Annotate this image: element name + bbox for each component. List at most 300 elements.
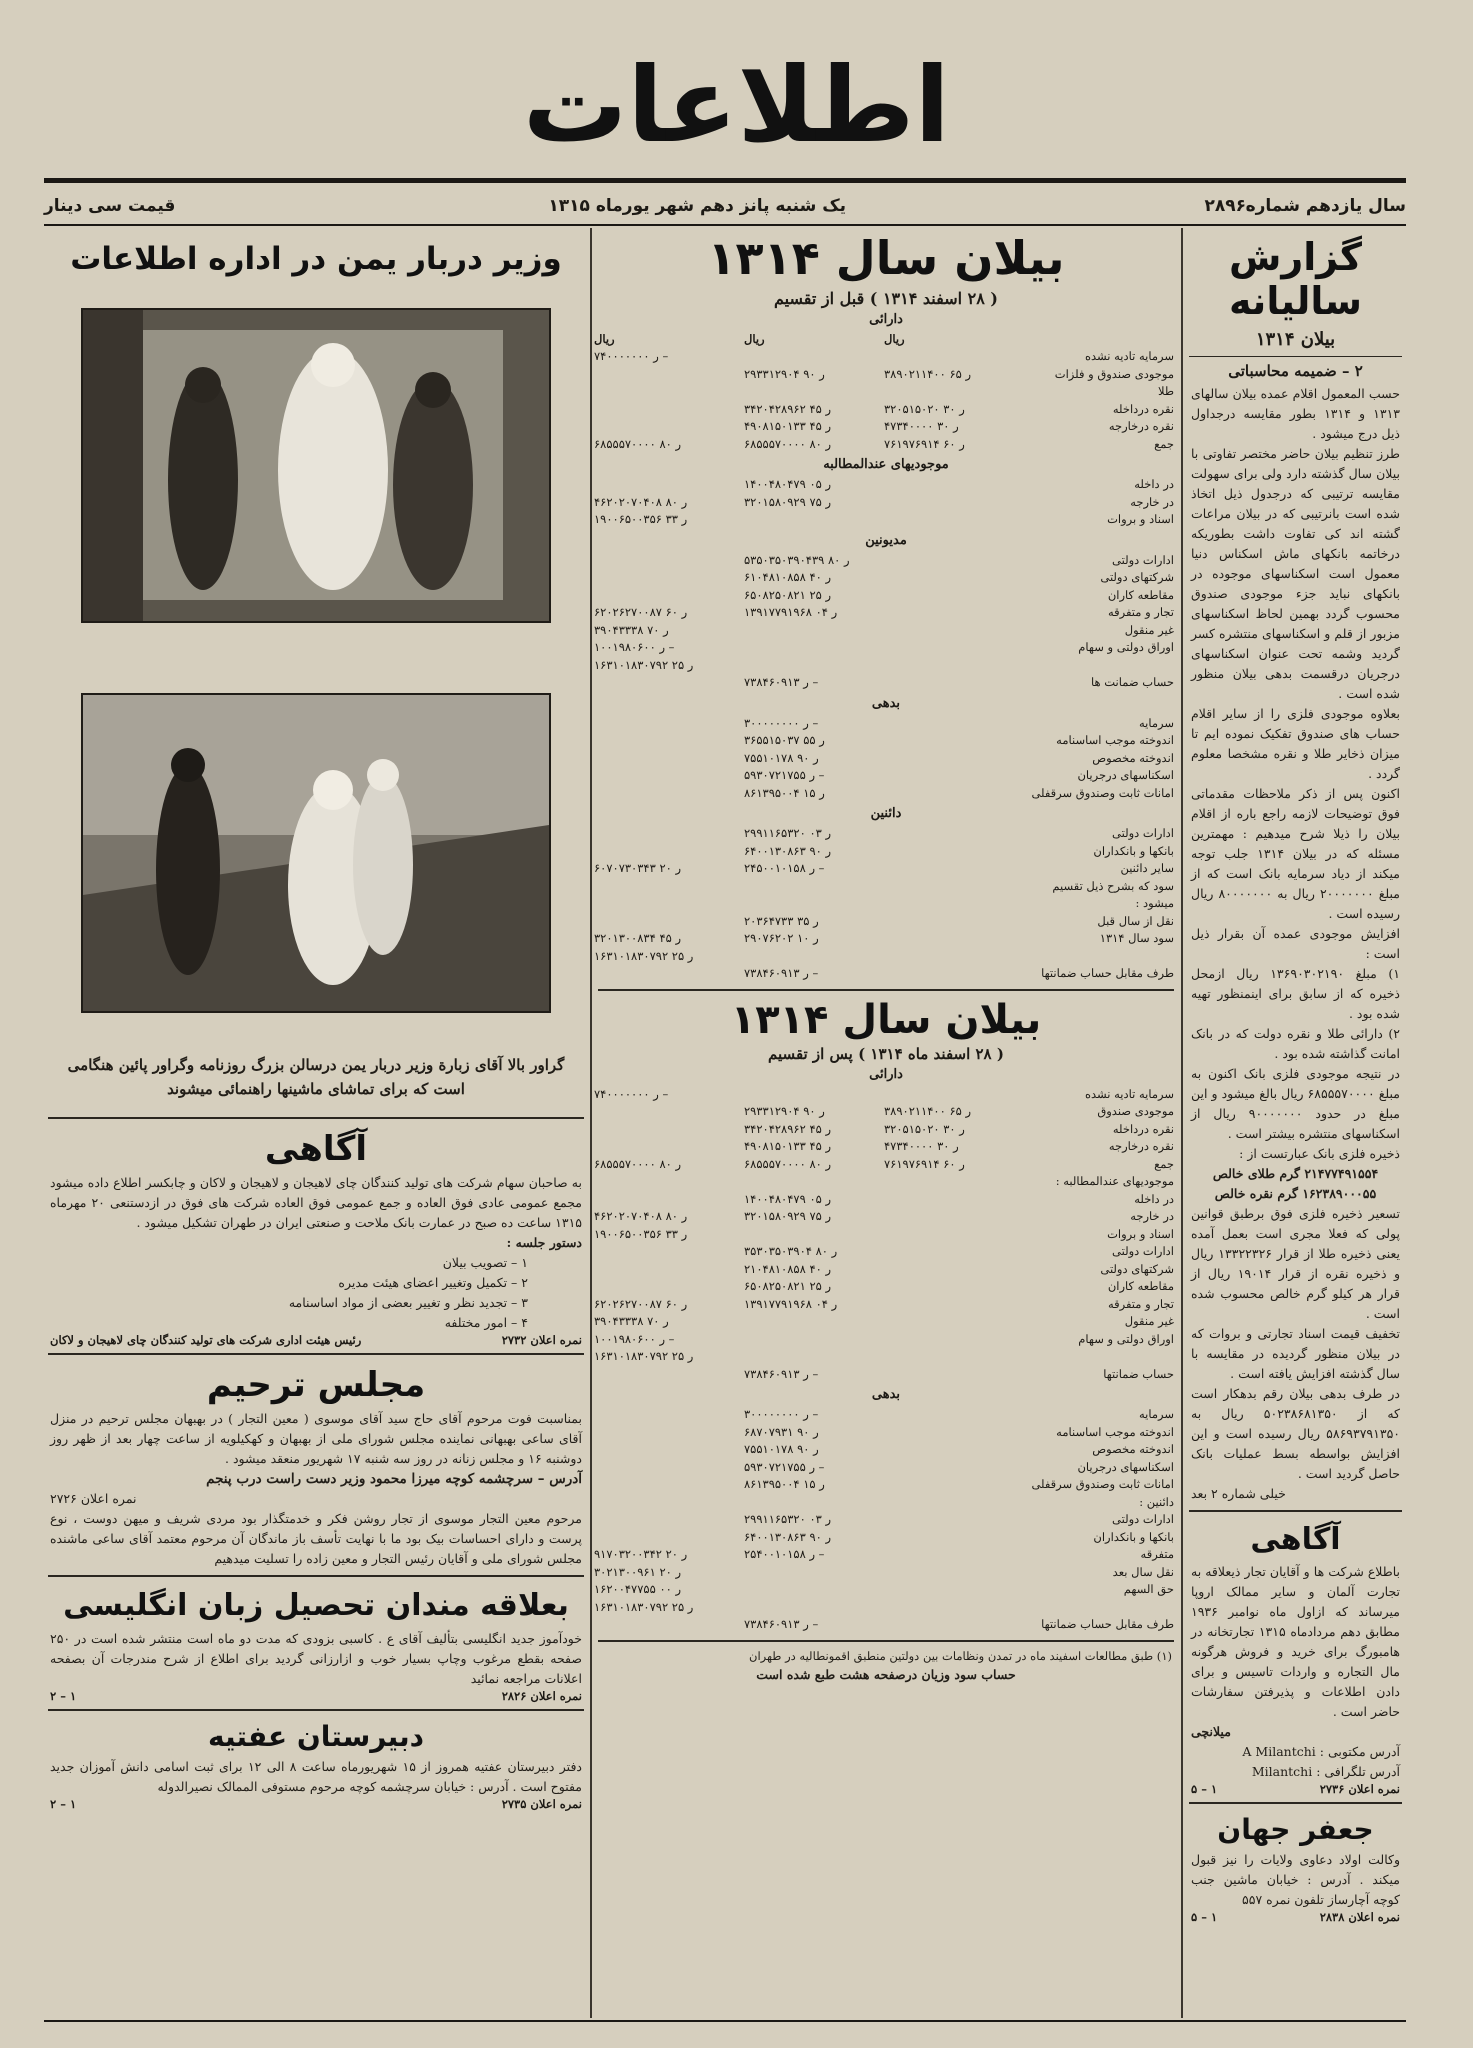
shareholders-notice-footer [44,1333,588,1347]
row-total [594,1103,744,1121]
row-total: ۱۹۰۰۶۵۰۰۳۵۶ ر ۳۳ [594,512,688,527]
row-total [594,1173,744,1191]
row-value [884,965,1024,983]
row-value [884,1243,1024,1261]
row-total [594,476,744,494]
row-value: ۳۴۲۰۴۲۸۹۶۲ ر ۴۵ [744,401,832,416]
row-total [594,1494,744,1512]
row-value [744,878,884,913]
row-total: ۱۰۰۱۹۸۰۶۰۰ ر – [594,640,675,655]
row-total [594,1476,744,1494]
row-value [884,843,1024,861]
row-total [594,1511,744,1529]
school-ad-text: دفتر دبیرستان عفتیه همروز از ۱۵ شهریورماه ساعت ۸ الی ۱۲ برای ثبت اسامی دانش آموزان جدید مفتوح است . آدرس : خیابان سرچشمه کوچه مرحوم مستوفی الممالک نصیرالدوله [50,1758,582,1794]
row-value [884,1191,1024,1209]
balance-row [594,348,1178,366]
row-value [744,1348,884,1366]
row-label: جمع [1154,436,1174,451]
row-label: اسناد و بروات [1107,1226,1174,1241]
trade-notice-signature: میلانچی [1191,1724,1231,1740]
row-value: ۳۲۰۵۱۵۰۲۰ ر ۳۰ [884,401,965,416]
row-value [884,732,1024,750]
trade-notice-address: آدرس تلگرافی : Milantchi [1251,1764,1400,1780]
balance-row [594,767,1178,785]
receivables-title: موجودیهای عندالمطالبه [823,457,949,473]
row-label: طرف مقابل حساب ضمانتها [1041,966,1174,981]
balance-row [594,436,1178,454]
row-total: ۱۰۰۱۹۸۰۶۰۰ ر – [594,1331,675,1346]
balance-row [594,1529,1178,1547]
column-header: ریال [744,331,765,346]
row-value: ۳۸۹۰۲۱۱۴۰۰ ر ۶۵ [884,366,972,381]
row-value: ۸۶۱۳۹۵۰۰۴ ر ۱۵ [744,785,825,800]
balance-row [594,1441,1178,1459]
row-total: ۶۲۰۲۶۲۷۰۰۸۷ ر ۶۰ [594,605,688,620]
row-value [884,1529,1024,1547]
row-total [594,913,744,931]
row-label: حساب ضمانت ها [1091,675,1174,690]
row-value: ۲۹۰۷۶۲۰۲ ر ۱۰ [744,931,819,946]
divider [48,1709,584,1711]
row-total [594,1366,744,1384]
row-total: ۶۸۵۵۵۷۰۰۰۰ ر ۸۰ [594,436,682,451]
row-label: نقل سال بعد [1112,1564,1174,1579]
row-label: در خارجه [1130,494,1174,509]
row-label: طلا [1157,384,1174,399]
price-label: قیمت سی دینار [44,196,176,216]
row-value [884,587,1024,605]
row-label: سایر دائنین [1120,861,1174,876]
lawyer-ad-title: جعفر جهان [1217,1813,1374,1847]
row-total: ۹۱۷۰۳۲۰۰۳۴۲ ر ۲۰ [594,1547,688,1562]
divider [1189,1802,1402,1804]
row-total [594,1138,744,1156]
row-value [744,1173,884,1191]
row-label: ادارات دولتی [1112,1244,1174,1259]
row-value: ۳۸۹۰۲۱۱۴۰۰ ر ۶۵ [884,1104,972,1119]
balance-row [594,1313,1178,1331]
balance-row [594,1226,1178,1244]
trade-notice-text: باطلاع شرکت ها و آقایان تجار ذیعلاقه به تجارت آلمان و سایر ممالک اروپا میرساند که ازاول ماه نوامبر ۱۹۳۶ مطابق دهم مردادماه ۱۳۱۵ تجارتخانه در هامبورگ برای خرید و فروش هرگونه مال التجاره و واردات تاسیس و برای دادن اطلاعات و پذیرفتن سفارشات حاضر است . [1191,1564,1401,1720]
row-label: موجودی صندوق [1097,1104,1174,1119]
row-value [884,767,1024,785]
row-label: بانکها و بانکداران [1093,1529,1174,1544]
report-paragraph: ذخیره فلزی بانک عبارتست از : [1239,1146,1400,1162]
row-label: اندوخته موجب اساسنامه [1056,733,1174,748]
row-label: متفرقه [1140,1547,1174,1562]
balance-row [594,1406,1178,1424]
row-value [884,1406,1024,1424]
row-value [884,476,1024,494]
balance-row [594,965,1178,983]
row-total [594,750,744,768]
row-total [594,366,744,384]
row-value [884,1564,1024,1582]
row-value: ۲۴۵۰۰۱۰۱۵۸ ر – [744,861,825,876]
row-label: نقل از سال قبل [1097,913,1174,928]
row-value: ۶۸۵۵۵۷۰۰۰۰ ر ۸۰ [744,436,832,451]
ad-number: نمره اعلان ۲۸۲۶ [501,1688,582,1703]
row-value: ۱۴۰۰۴۸۰۴۷۹ ر ۰۵ [744,1191,832,1206]
row-value: ۸۶۱۳۹۵۰۰۴ ر ۱۵ [744,1477,825,1492]
row-total: ۳۰۲۱۳۰۰۹۶۱ ر ۲۰ [594,1564,682,1579]
row-value: ۶۱۰۴۸۱۰۸۵۸ ر ۴۰ [744,570,832,585]
row-total [594,674,744,692]
row-value: ۲۹۳۳۱۲۹۰۴ ر ۹۰ [744,366,825,381]
balance-row [594,1616,1178,1634]
divider [48,1575,584,1577]
english-ad-text: خودآموز جدید انگلیسی بتألیف آقای ع . کاسبی بزودی که مدت دو ماه است منتشر شده است در ۲۵۰ صفحه بقطع مرغوب وچاپ بسیار خوب و ازارزانی گردید برای اطلاع از شرح مندرجات آن بصفحه اعلانات مراجعه نمائید [50,1630,582,1686]
balance-row [594,552,1178,570]
row-total: ۳۹۰۴۳۳۳۸ ر ۷۰ [594,622,669,637]
row-total: ۷۴۰۰۰۰۰۰۰ ر – [594,349,669,364]
report-paragraph: حسب المعمول اقلام عمده بیلان سالهای ۱۳۱۳ و ۱۳۱۴ بطور مقایسه درجداول ذیل درج میشود . [1191,386,1400,442]
row-value [884,1581,1024,1599]
row-total [594,569,744,587]
column-divider [590,228,592,2018]
balance-row [594,1459,1178,1477]
row-value [884,1546,1024,1564]
report-paragraph: بعلاوه موجودی فلزی را از سایر اقلام حساب های صندوق تفکیک نموده ایم تا میزان ذخایر طلا و نقره مشخصا معلوم گردد . [1191,706,1400,782]
row-value: ۷۳۸۴۶۰۹۱۳ ر – [744,966,819,981]
row-value: ۴۷۳۴۰۰۰۰ ر ۳۰ [884,419,959,434]
balance-row [594,1564,1178,1582]
row-label: دائنین : [1139,1494,1174,1509]
row-value [884,1086,1024,1104]
balance-row [594,418,1178,436]
year-issue-label: سال یازدهم شماره [1245,196,1406,216]
row-value [744,1599,884,1617]
row-value [744,1331,884,1349]
row-total [594,1529,744,1547]
row-value: ۶۸۷۰۷۹۳۱ ر ۹۰ [744,1424,819,1439]
ad-count: ۱ – ۵ [1191,1910,1218,1925]
row-label: ادارات دولتی [1112,826,1174,841]
row-label: امانات ثابت وصندوق سرقفلی [1031,785,1174,800]
column-header: ریال [884,331,905,346]
row-value [744,1313,884,1331]
row-total: ۳۲۰۱۳۰۰۸۳۴ ر ۴۵ [594,931,682,946]
row-value: ۱۴۰۰۴۸۰۴۷۹ ر ۰۵ [744,477,832,492]
balance-row [594,860,1178,878]
row-total: ۴۶۲۰۲۰۷۰۴۰۸ ر ۸۰ [594,1209,688,1224]
row-label: اندوخته موجب اساسنامه [1056,1424,1174,1439]
liabilities-title-after: بدهی [871,1387,901,1403]
row-value: ۲۰۳۶۴۷۳۳ ر ۳۵ [744,913,819,928]
row-value: ۲۱۰۴۸۱۰۸۵۸ ر ۴۰ [744,1261,832,1276]
report-paragraph: ۲) دارائی طلا و نقره دولت که در بانک امانت گذاشته شده بود . [1191,1026,1400,1062]
row-total: ۱۶۳۱۰۱۸۳۰۷۹۲ ر ۲۵ [594,1349,694,1364]
assets-title: دارائی [869,311,903,327]
row-value: ۳۴۲۰۴۲۸۹۶۲ ر ۴۵ [744,1121,832,1136]
row-label: اندوخته مخصوص [1092,1442,1174,1457]
row-value: ۳۰۰۰۰۰۰۰۰ ر – [744,715,819,730]
balance-row [594,1086,1178,1104]
balance-row [594,1103,1178,1121]
balance-row [594,1424,1178,1442]
row-value [884,639,1024,657]
row-value: ۷۵۵۱۰۱۷۸ ر ۹۰ [744,1442,819,1457]
report-paragraph: تخفیف قیمت اسناد تجارتی و بروات که در بیلان منظور گردیده در مقایسه با سال گذشته افزایش یافته است . [1191,1326,1400,1382]
row-label: مقاطعه کاران [1107,1279,1174,1294]
row-total: ۱۶۳۱۰۱۸۳۰۷۹۲ ر ۲۵ [594,948,694,963]
row-total [594,965,744,983]
row-value [884,913,1024,931]
row-label: اسکناسهای درجریان [1077,1459,1174,1474]
row-value [884,930,1024,948]
divider [598,1640,1174,1642]
balance-row [594,494,1178,512]
divider [48,1117,584,1119]
row-label: سرمایه تادیه نشده [1084,1086,1174,1101]
agenda-item: ۱ – تصویب بیلان [442,1254,528,1270]
balance-row [594,674,1178,692]
row-label: حق السهم [1123,1582,1174,1597]
row-value [884,825,1024,843]
agenda-item: ۳ – تجدید نظر و تغییر بعضی از مواد اساسنامه [288,1294,528,1310]
balance-headline: بیلان سال ۱۳۱۴ [707,231,1065,285]
row-total [594,732,744,750]
creditors-table [594,825,1178,983]
row-total: ۱۹۰۰۶۵۰۰۳۵۶ ر ۳۳ [594,1226,688,1241]
balance-row [594,715,1178,733]
row-value [884,1599,1024,1617]
divider [1189,1510,1402,1512]
report-section-title: ۲ – ضمیمه محاسباتی [1228,362,1363,381]
agenda-item: ۲ – تکمیل وتغییر اعضای هیئت مدیره [338,1274,528,1290]
row-total [594,552,744,570]
balance-row [594,1173,1178,1191]
row-label [1024,1348,1174,1366]
row-value [884,1208,1024,1226]
row-value: ۷۳۸۴۶۰۹۱۳ ر – [744,675,819,690]
row-value: ۶۸۵۵۵۷۰۰۰۰ ر ۸۰ [744,1156,832,1171]
row-value: ۲۹۳۳۱۲۹۰۴ ر ۹۰ [744,1104,825,1119]
row-label: موجودیهای عندالمطالبه : [1055,1174,1174,1189]
balance-row [594,1366,1178,1384]
liabilities-title: بدهی [871,695,901,711]
row-label: اسکناسهای درجریان [1077,768,1174,783]
row-value: ۷۶۱۹۷۶۹۱۴ ر ۶۰ [884,1156,965,1171]
row-total [594,1278,744,1296]
report-headline: گزارش سالیانه [1228,235,1363,323]
report-paragraph: ۱) مبلغ ۱۳۶۹۰۳۰۲۱۹۰ ریال ازمحل ذخیره که از سابق برای اینمنظور تهیه شده بود . [1191,966,1400,1022]
row-total: ۶۸۵۵۵۷۰۰۰۰ ر ۸۰ [594,1156,682,1171]
row-value [884,1441,1024,1459]
row-total [594,401,744,419]
row-label: امانات ثابت وصندوق سرقفلی [1031,1477,1174,1492]
row-value: ۷۳۸۴۶۰۹۱۳ ر – [744,1617,819,1632]
balance-row [594,1296,1178,1314]
row-value: ۳۶۵۵۱۵۰۳۷ ر ۵۵ [744,733,825,748]
debtors-title: مدیونین [865,532,907,548]
row-value: ۵۳۵۰۳۵۰۳۹۰۴۳۹ ر ۸۰ [744,552,850,567]
yemen-headline: وزیر دربار یمن در اداره اطلاعات [70,241,562,277]
row-total: ۶۲۰۲۶۲۷۰۰۸۷ ر ۶۰ [594,1296,688,1311]
row-total: ۷۴۰۰۰۰۰۰۰ ر – [594,1086,669,1101]
row-label: نقره درخارجه [1108,1139,1174,1154]
row-value [884,860,1024,878]
column-header: ریال [594,331,615,346]
row-value: ۵۹۳۰۷۲۱۷۵۵ ر – [744,768,825,783]
row-total [594,785,744,803]
row-value [884,1313,1024,1331]
balance-row [594,1511,1178,1529]
balance-row [594,1599,1178,1617]
footer-line: حساب سود وزیان درصفحه هشت طبع شده است [756,1666,1016,1682]
row-value: ۱۳۹۱۷۷۹۱۹۶۸ ر ۰۴ [744,1296,838,1311]
row-value [744,1226,884,1244]
row-value [744,1564,884,1582]
receivables-table [594,476,1178,529]
row-value [884,1511,1024,1529]
row-total [594,587,744,605]
balance-row [594,785,1178,803]
row-label: سرمایه تادیه نشده [1084,349,1174,364]
masthead-rule [44,178,1406,183]
page-bottom-rule [44,2020,1406,2022]
row-label: تجار و متفرقه [1107,605,1174,620]
balance-row [594,511,1178,529]
row-value [744,511,884,529]
row-value: ۱۳۹۱۷۷۹۱۹۶۸ ر ۰۴ [744,605,838,620]
row-label: ادارات دولتی [1112,552,1174,567]
balance-row [594,639,1178,657]
row-label: در خارجه [1130,1209,1174,1224]
row-value: ۵۹۳۰۷۲۱۷۵۵ ر – [744,1459,825,1474]
row-total [594,1406,744,1424]
row-label: مقاطعه کاران [1107,587,1174,602]
row-value [744,348,884,366]
row-total [594,1424,744,1442]
row-total: ۳۹۰۴۳۳۳۸ ر ۷۰ [594,1314,669,1329]
photo-reception [81,308,551,623]
row-label: تجار و متفرقه [1107,1296,1174,1311]
balance-row [594,1121,1178,1139]
balance-row [594,1156,1178,1174]
footnote: (۱) طبق مطالعات اسفیند ماه در تمدن ونظامات بین دولتین منطبق اقمونطالیه در طهران [749,1648,1172,1663]
balance-row [594,1494,1178,1512]
balance-subhead: ( ۲۸ اسفند ۱۳۱۴ ) قبل از تقسیم [774,288,998,308]
trade-notice-title: آگاهی [1250,1522,1341,1558]
row-value [884,511,1024,529]
row-value [884,1476,1024,1494]
row-label: حساب ضمانتها [1103,1366,1174,1381]
row-value: ۳۲۰۱۵۸۰۹۲۹ ر ۷۵ [744,1209,832,1224]
issue-number: ۲۸۹۶ [1204,196,1246,216]
row-value [884,878,1024,913]
liabilities-table [594,715,1178,803]
report-subhead: بیلان ۱۳۱۴ [1255,329,1336,351]
row-value [884,569,1024,587]
row-label: در داخله [1134,477,1174,492]
row-label: غیر منقول [1124,1314,1174,1329]
lawyer-ad-text: وکالت اولاد دعاوی ولایات را نیز قبول میکند . آدرس : خیابان ماشین جنب کوچه آچارساز تلفون نمره ۵۵۷ [1191,1852,1400,1908]
ad-number: نمره اعلان ۲۷۲۶ [50,1490,137,1506]
photo-caption: گراور بالا آقای زبارة وزیر دربار یمن درسالن بزرگ روزنامه وگراور پائین هنگامی است که برای تماشای ماشینها راهنمائی میشوند [67,1055,565,1098]
row-value [744,1086,884,1104]
agenda-title: دستور جلسه : [506,1234,582,1250]
lawyer-ad-footer [1185,1910,1406,1924]
row-label [1024,657,1174,675]
row-value [744,657,884,675]
balance-row [594,1138,1178,1156]
row-value: ۳۵۳۰۳۵۰۳۹۰۴ ر ۸۰ [744,1244,838,1259]
trade-notice-address: آدرس مکتوبی : A Milantchi [1242,1744,1400,1760]
row-value: ۴۹۰۸۱۵۰۱۳۳ ر ۴۵ [744,1139,832,1154]
row-value: ۷۳۸۴۶۰۹۱۳ ر – [744,1366,819,1381]
balance-row [594,476,1178,494]
balance-row [594,732,1178,750]
row-value [884,622,1024,640]
row-value: ۲۵۴۰۰۱۰۱۵۸ ر – [744,1547,825,1562]
row-label: اسناد و بروات [1107,512,1174,527]
row-value [884,657,1024,675]
balance-row [594,569,1178,587]
row-value [744,1494,884,1512]
row-label: غیر منقول [1124,622,1174,637]
english-ad-footer [44,1689,588,1703]
row-value: ۴۹۰۸۱۵۰۱۳۳ ر ۴۵ [744,419,832,434]
report-figure: ۱۶۲۳۸۹۰۰۰۵۵ گرم نقره خالص [1214,1186,1377,1202]
balance-row [594,622,1178,640]
row-value [884,1616,1024,1634]
row-label: جمع [1154,1156,1174,1171]
row-value [884,715,1024,733]
balance-row [594,1208,1178,1226]
school-ad-footer [44,1797,588,1811]
photo-machine-tour [81,693,551,1013]
row-label: شرکتهای دولتی [1100,570,1174,585]
column-headers [594,331,1178,349]
row-total [594,418,744,436]
row-total: ۶۰۷۰۷۳۰۳۴۳ ر ۲۰ [594,861,682,876]
balance-row [594,383,1178,401]
row-value: ۴۷۳۴۰۰۰۰ ر ۳۰ [884,1139,959,1154]
row-label: اوراق دولتی و سهام [1078,1331,1174,1346]
row-value [744,639,884,657]
notice-signature: رئیس هیئت اداری شرکت های تولید کنندگان چای لاهیجان و لاکان [50,1332,362,1347]
assets-table-after [594,1086,1178,1384]
divider [598,989,1174,991]
row-value [884,383,1024,401]
row-label: اوراق دولتی و سهام [1078,640,1174,655]
row-value [884,948,1024,966]
row-value [884,1494,1024,1512]
report-figure: ۲۱۴۷۷۴۹۱۵۵۴ گرم طلای خالص [1212,1166,1379,1182]
ad-count: ۱ – ۵ [1191,1782,1218,1797]
row-total [594,767,744,785]
balance-row [594,1191,1178,1209]
row-total [594,1261,744,1279]
row-label: موجودی صندوق و فلزات [1054,366,1174,381]
balance-row [594,587,1178,605]
row-label: نقره درداخله [1112,401,1174,416]
row-value [884,1278,1024,1296]
balance-row [594,366,1178,384]
divider [1189,356,1402,357]
row-value: ۳۰۰۰۰۰۰۰۰ ر – [744,1407,819,1422]
assets-title-after: دارائی [869,1066,903,1082]
balance-row [594,913,1178,931]
shareholders-notice-text: به صاحبان سهام شرکت های تولید کنندگان چای لاهیجان و لاهیجان و لاکان و چابکسر اطلاع داده میشود مجمع عمومی عادی فوق العاده و جمع عمومی فوق العاده شرکت های فوق در ازدستنعی ۲۰ مهرماه ۱۳۱۵ ساعت ده صبح در عمارت بانک ملاحت و صنعتی ایران در طهران تشکیل میشود . [50,1174,582,1230]
row-value [884,1424,1024,1442]
row-total [594,825,744,843]
balance-row [594,657,1178,675]
debtors-table [594,552,1178,692]
memorial-text-2: مرحوم معین التجار موسوی از تجار روشن فکر و خدمتگذار بود مردی شریف و میهن دوست ، نوع پرست و دارای احساسات بیک بود ما با نهایت تأسف باز ماندگان آن مرحوم معتمد آقای ساعی ماشنده مجلس شورای ملی و آقایان رئیس التجار و معین زاده را تسلیت میدهیم [50,1510,582,1566]
report-paragraph: طرز تنظیم بیلان حاضر مختصر تفاوتی با بیلان سال گذشته دارد ولی برای سهولت مقایسه ترتیبی که درجدول ذیل اتخاذ شده است بانرتیبی که در بیلان مراعات گشته اند کی تفاوت داشت بطوریکه درخاتمه بانکهای ماش اسکناس دنیا معمول است اسکناسهای موجوده در بانکهای نباید جزء موجودی صندوق محسوب گردد بهمین لحاظ اسکناسهای مزبور از قلم و اسکناسهای منتشره کسر گردید وشمه تحت عنوان اسکناسهای درجریان درقسمت بدهی بیلان منظور شده است . [1191,446,1400,702]
